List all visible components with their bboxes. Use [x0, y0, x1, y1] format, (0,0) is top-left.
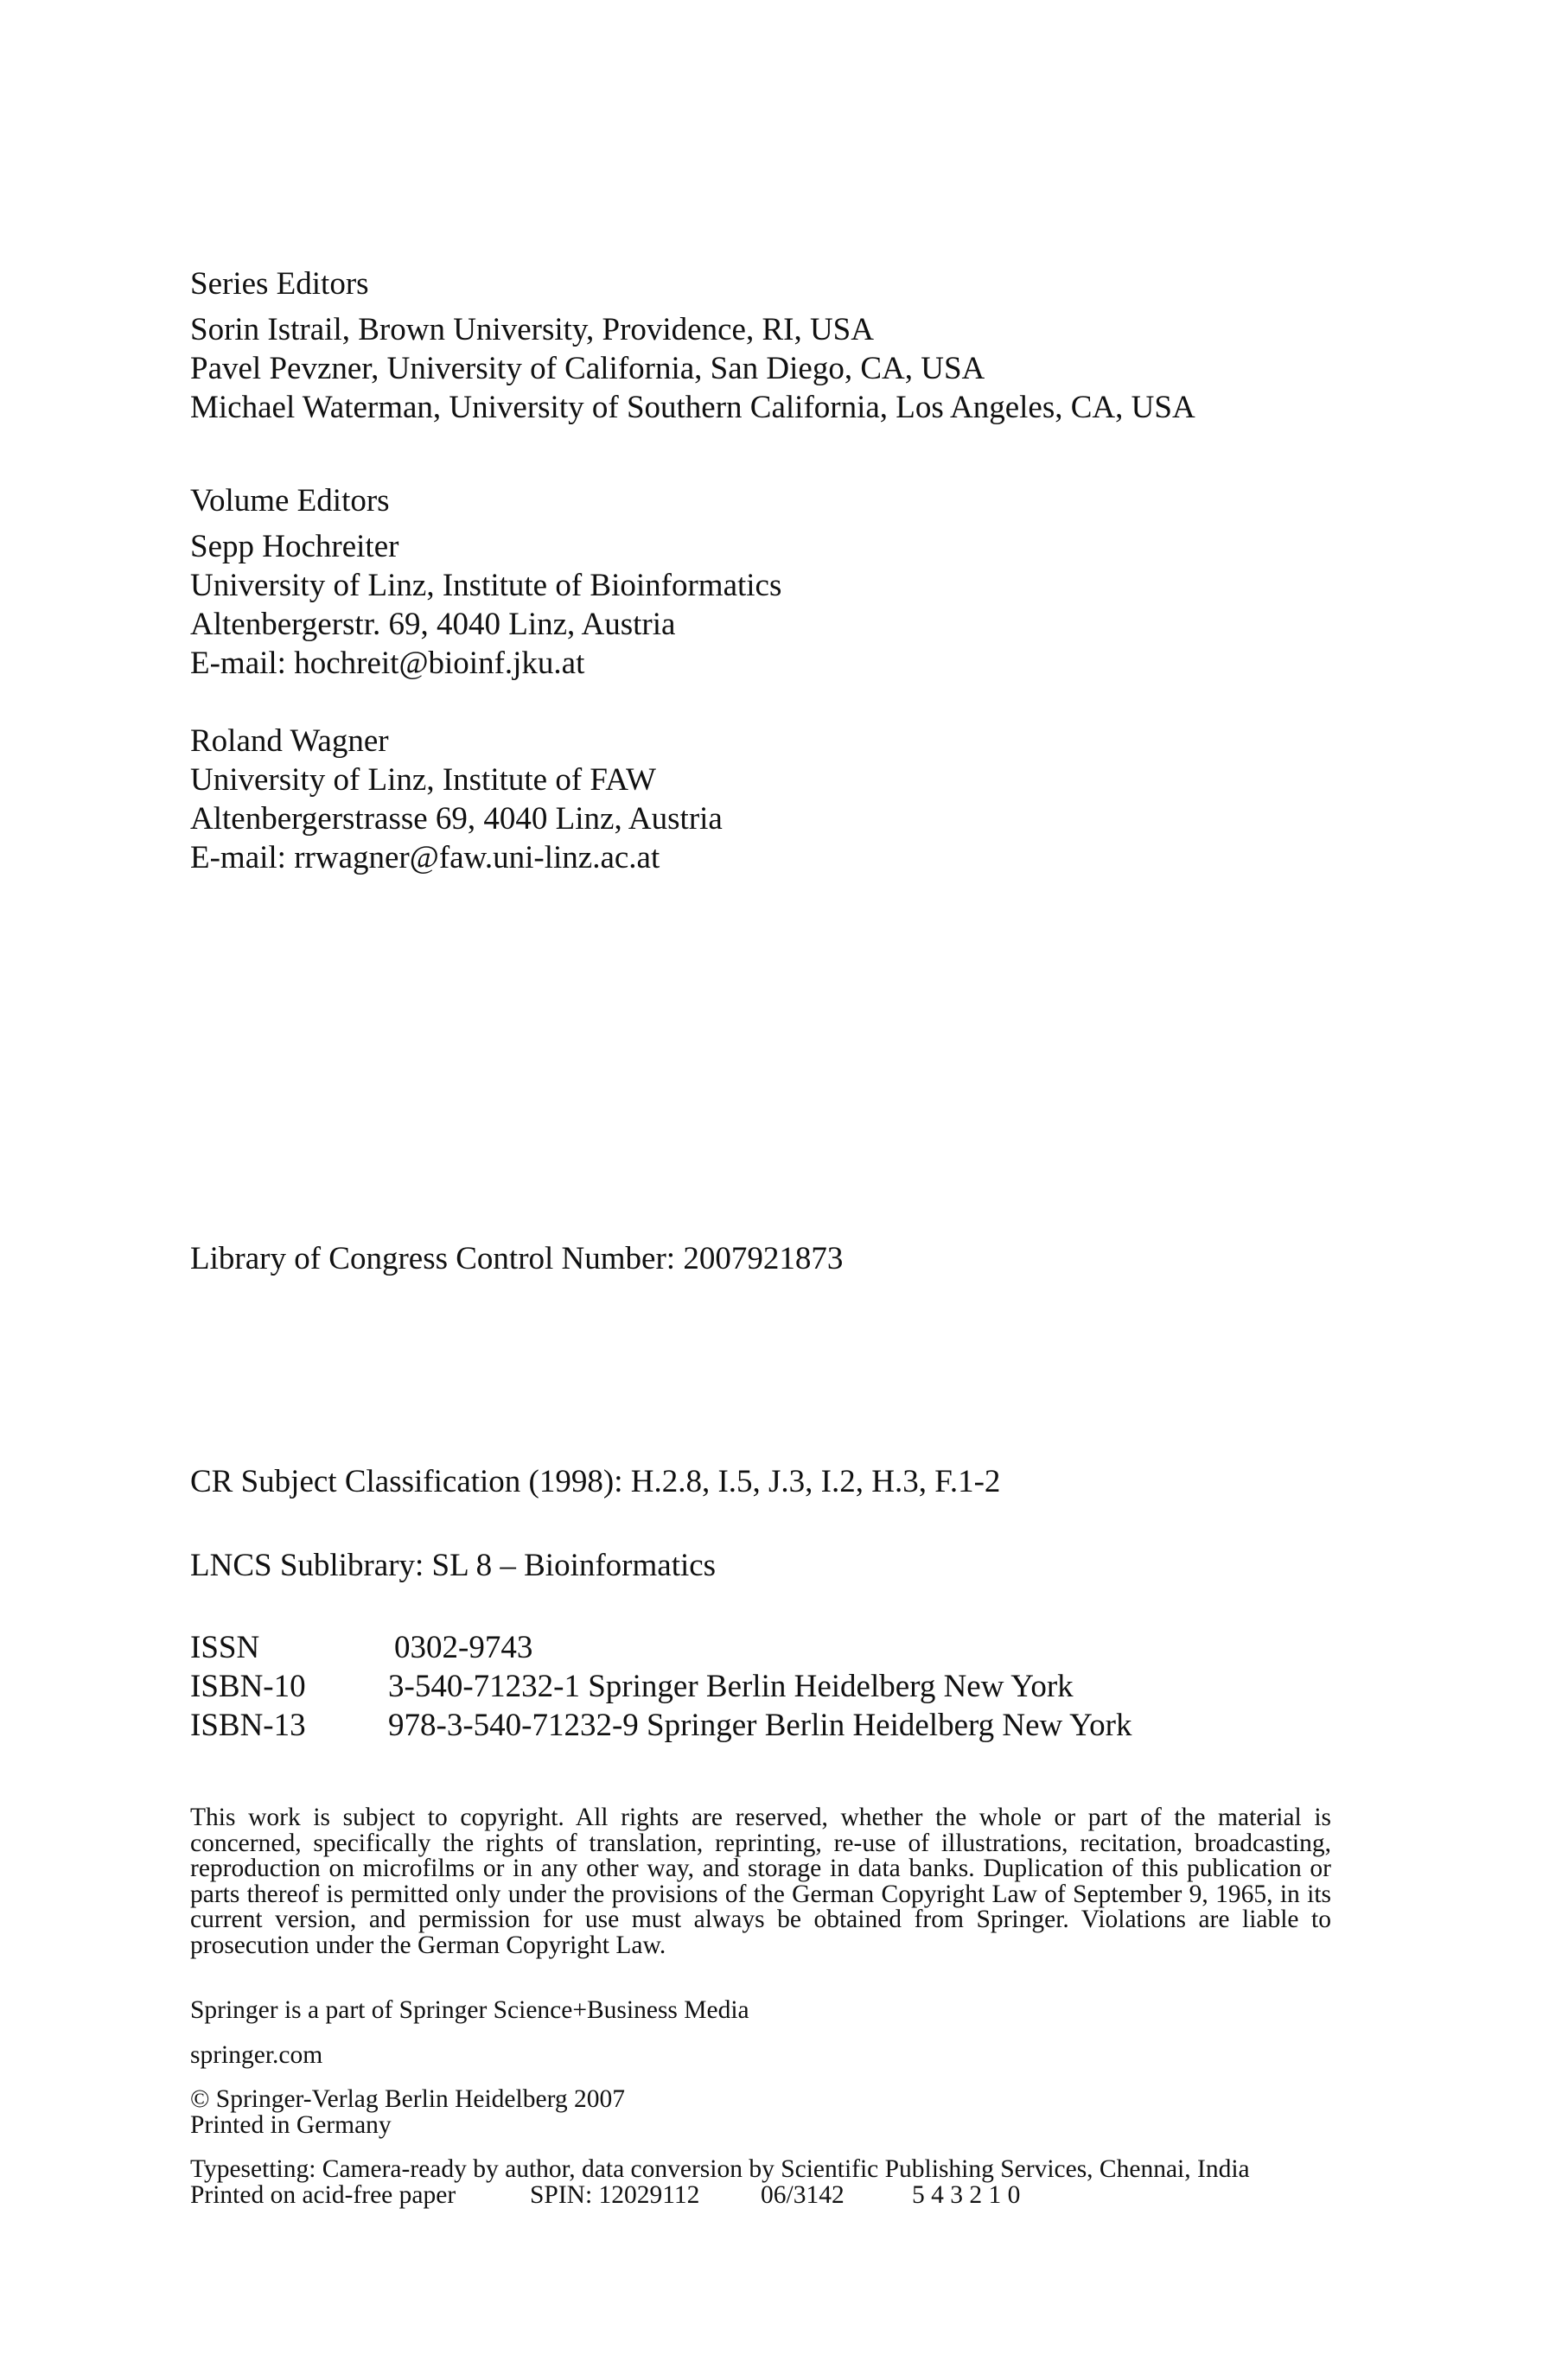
spin-number: SPIN: 12029112 [530, 2180, 700, 2209]
identifier-table [190, 1628, 1131, 1745]
series-editors-section [190, 264, 1195, 427]
volume-editor-address: Altenbergerstr. 69, 4040 Linz, Austria [190, 607, 676, 642]
print-info-line [190, 2180, 1250, 2209]
volume-editor-address: Altenbergerstrasse 69, 4040 Linz, Austria [190, 801, 723, 837]
paper-info: Printed on acid-free paper [190, 2180, 456, 2209]
springer-website-link[interactable]: springer.com [190, 2041, 323, 2069]
identifier-row [190, 1667, 1131, 1706]
identifier-key: ISBN-13 [190, 1708, 306, 1743]
identifier-value: 0302-9743 [394, 1630, 533, 1665]
volume-editor-email: E-mail: hochreit@bioinf.jku.at [190, 646, 585, 681]
volume-editor-name: Roland Wagner [190, 723, 389, 759]
volume-editor-name: Sepp Hochreiter [190, 529, 399, 564]
identifier-key: ISSN [190, 1630, 260, 1665]
springer-part-of: Springer is a part of Springer Science+Business Media [190, 1996, 749, 2024]
typesetting-block [190, 2157, 1250, 2208]
volume-editors-heading: Volume Editors [190, 483, 390, 519]
series-editor-line: Sorin Istrail, Brown University, Providence, RI, USA [190, 312, 874, 347]
identifier-value: 978-3-540-71232-9 Springer Berlin Heidelberg New York [388, 1708, 1132, 1743]
print-code: 06/3142 [761, 2180, 845, 2209]
series-editors-heading: Series Editors [190, 266, 369, 302]
cr-subject-classification: CR Subject Classification (1998): H.2.8, I.5, J.3, I.2, H.3, F.1-2 [190, 1464, 1001, 1499]
identifier-row [190, 1628, 1131, 1667]
lncs-sublibrary: LNCS Sublibrary: SL 8 – Bioinformatics [190, 1548, 717, 1583]
identifier-row [190, 1706, 1131, 1745]
volume-editor-email: E-mail: rrwagner@faw.uni-linz.ac.at [190, 840, 660, 875]
copyright-notice: This work is subject to copyright. All rights are reserved, whether the whole or part of the material is concerned, specifically the rights of translation, reprinting, re-use of illustrations, recitation, broadcasting, reproduction on microfilms or in any other way, and storage in data banks. Duplication of this publication or parts thereof is permitted only under the provisions of the German Copyright Law of September 9, 1965, in its current version, and permission for use must always be obtained from Springer. Violations are liable to prosecution under the German Copyright Law. [190, 1804, 1331, 1959]
volume-editor-affiliation: University of Linz, Institute of Bioinformatics [190, 568, 782, 603]
typesetting-line: Typesetting: Camera-ready by author, data conversion by Scientific Publishing Services, Chennai, India [190, 2155, 1250, 2183]
volume-editors-section [190, 481, 781, 877]
series-editor-line: Michael Waterman, University of Southern California, Los Angeles, CA, USA [190, 390, 1195, 425]
copyright-block [190, 2087, 625, 2138]
copyright-line: © Springer-Verlag Berlin Heidelberg 2007 [190, 2085, 625, 2113]
identifier-key: ISBN-10 [190, 1669, 306, 1704]
loc-control-number: Library of Congress Control Number: 2007921873 [190, 1241, 844, 1276]
printed-in-line: Printed in Germany [190, 2110, 392, 2139]
print-run-digits: 5 4 3 2 1 0 [912, 2180, 1021, 2209]
volume-editor-affiliation: University of Linz, Institute of FAW [190, 762, 656, 798]
series-editor-line: Pavel Pevzner, University of California, San Diego, CA, USA [190, 351, 985, 386]
identifier-value: 3-540-71232-1 Springer Berlin Heidelberg New York [388, 1669, 1074, 1704]
